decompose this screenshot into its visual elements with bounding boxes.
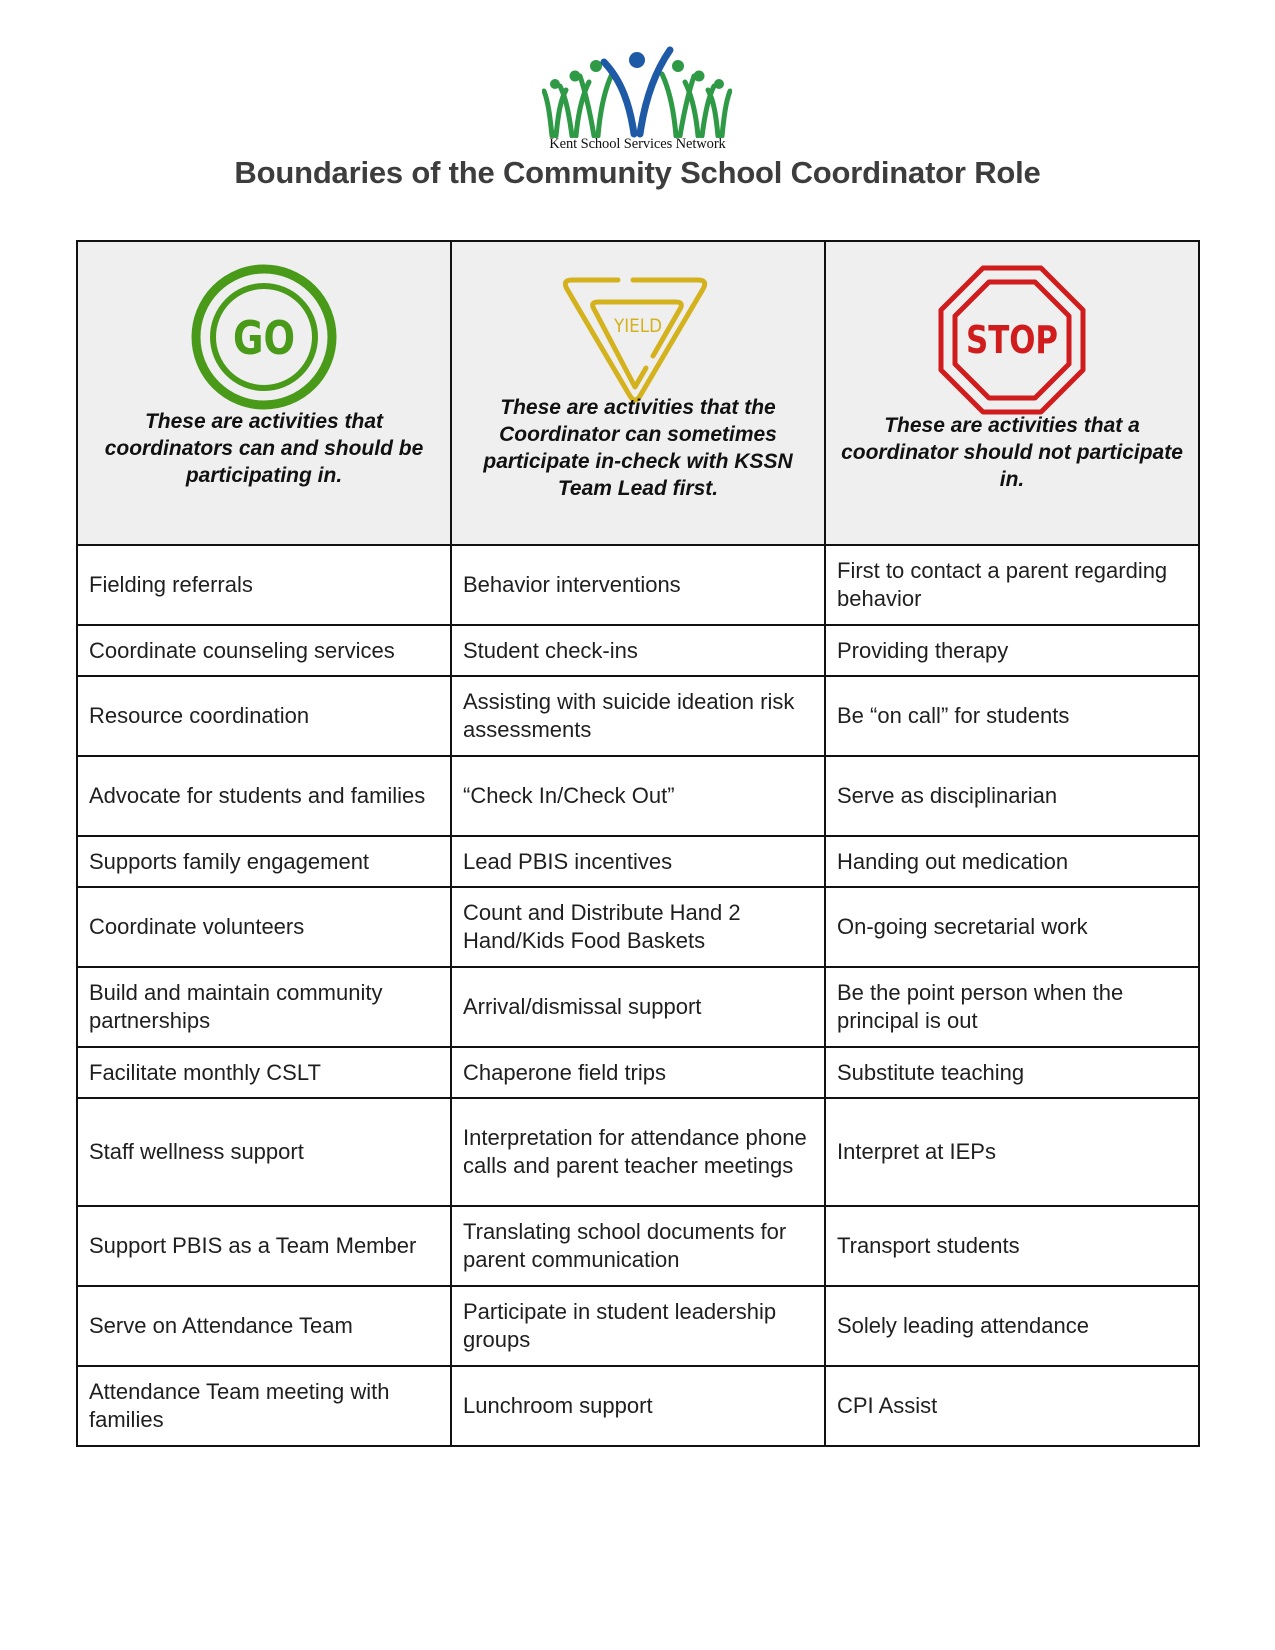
table-row xyxy=(77,887,1199,967)
stop-sign-icon xyxy=(937,264,1087,416)
stop-activity: On-going secretarial work xyxy=(825,887,1199,967)
stop-activity: Solely leading attendance xyxy=(825,1286,1199,1366)
yield-activity: Chaperone field trips xyxy=(451,1047,825,1098)
stop-activity: First to contact a parent regarding behavior xyxy=(825,545,1199,625)
yield-activity: Lunchroom support xyxy=(451,1366,825,1446)
go-activity: Advocate for students and families xyxy=(77,756,451,836)
table-row xyxy=(77,1286,1199,1366)
table-row xyxy=(77,1366,1199,1446)
yield-activity: Behavior interventions xyxy=(451,545,825,625)
go-activity: Coordinate counseling services xyxy=(77,625,451,676)
yield-activity: Arrival/dismissal support xyxy=(451,967,825,1047)
yield-activity: Assisting with suicide ideation risk assessments xyxy=(451,676,825,756)
svg-text:YIELD: YIELD xyxy=(613,315,662,337)
yield-sign-icon xyxy=(558,272,718,407)
go-activity: Build and maintain community partnerships xyxy=(77,967,451,1047)
table-row xyxy=(77,1047,1199,1098)
boundaries-table xyxy=(76,240,1200,1447)
stop-activity: Serve as disciplinarian xyxy=(825,756,1199,836)
stop-activity: Be the point person when the principal is out xyxy=(825,967,1199,1047)
stop-activity: Substitute teaching xyxy=(825,1047,1199,1098)
stop-column-header xyxy=(825,241,1199,545)
stop-activity: Handing out medication xyxy=(825,836,1199,887)
stop-column-description: These are activities that a coordinator should not participate in. xyxy=(841,414,1183,491)
go-activity: Attendance Team meeting with families xyxy=(77,1366,451,1446)
table-row xyxy=(77,676,1199,756)
svg-text:STOP: STOP xyxy=(966,318,1058,362)
stop-activity: Be “on call” for students xyxy=(825,676,1199,756)
header-row xyxy=(77,241,1199,545)
go-sign-icon xyxy=(189,262,339,412)
go-activity: Facilitate monthly CSLT xyxy=(77,1047,451,1098)
yield-activity: Student check-ins xyxy=(451,625,825,676)
yield-activity: “Check In/Check Out” xyxy=(451,756,825,836)
yield-column-header xyxy=(451,241,825,545)
go-activity: Serve on Attendance Team xyxy=(77,1286,451,1366)
go-activity: Coordinate volunteers xyxy=(77,887,451,967)
svg-text:GO: GO xyxy=(233,311,295,365)
go-column-description: These are activities that coordinators can and should be participating in. xyxy=(104,410,424,487)
stop-activity: Interpret at IEPs xyxy=(825,1098,1199,1206)
yield-activity: Lead PBIS incentives xyxy=(451,836,825,887)
go-activity: Fielding referrals xyxy=(77,545,451,625)
yield-activity: Count and Distribute Hand 2 Hand/Kids Food Baskets xyxy=(451,887,825,967)
table-row xyxy=(77,1098,1199,1206)
go-activity: Staff wellness support xyxy=(77,1098,451,1206)
table-row xyxy=(77,545,1199,625)
yield-activity: Participate in student leadership groups xyxy=(451,1286,825,1366)
table-row xyxy=(77,625,1199,676)
page-title: Boundaries of the Community School Coordinator Role xyxy=(234,155,1041,190)
go-column-header xyxy=(77,241,451,545)
go-activity: Supports family engagement xyxy=(77,836,451,887)
org-name: Kent School Services Network xyxy=(549,136,726,152)
table-row xyxy=(77,836,1199,887)
go-activity: Support PBIS as a Team Member xyxy=(77,1206,451,1286)
kssn-logo xyxy=(500,44,775,159)
stop-activity: Transport students xyxy=(825,1206,1199,1286)
table-row xyxy=(77,756,1199,836)
yield-activity: Translating school documents for parent communication xyxy=(451,1206,825,1286)
table-row xyxy=(77,967,1199,1047)
yield-column-description: These are activities that the Coordinator can sometimes participate in-check with KSSN Team Lead first. xyxy=(483,396,793,500)
stop-activity: CPI Assist xyxy=(825,1366,1199,1446)
people-figures-icon xyxy=(542,46,732,138)
go-activity: Resource coordination xyxy=(77,676,451,756)
stop-activity: Providing therapy xyxy=(825,625,1199,676)
yield-activity: Interpretation for attendance phone calls and parent teacher meetings xyxy=(451,1098,825,1206)
table-row xyxy=(77,1206,1199,1286)
